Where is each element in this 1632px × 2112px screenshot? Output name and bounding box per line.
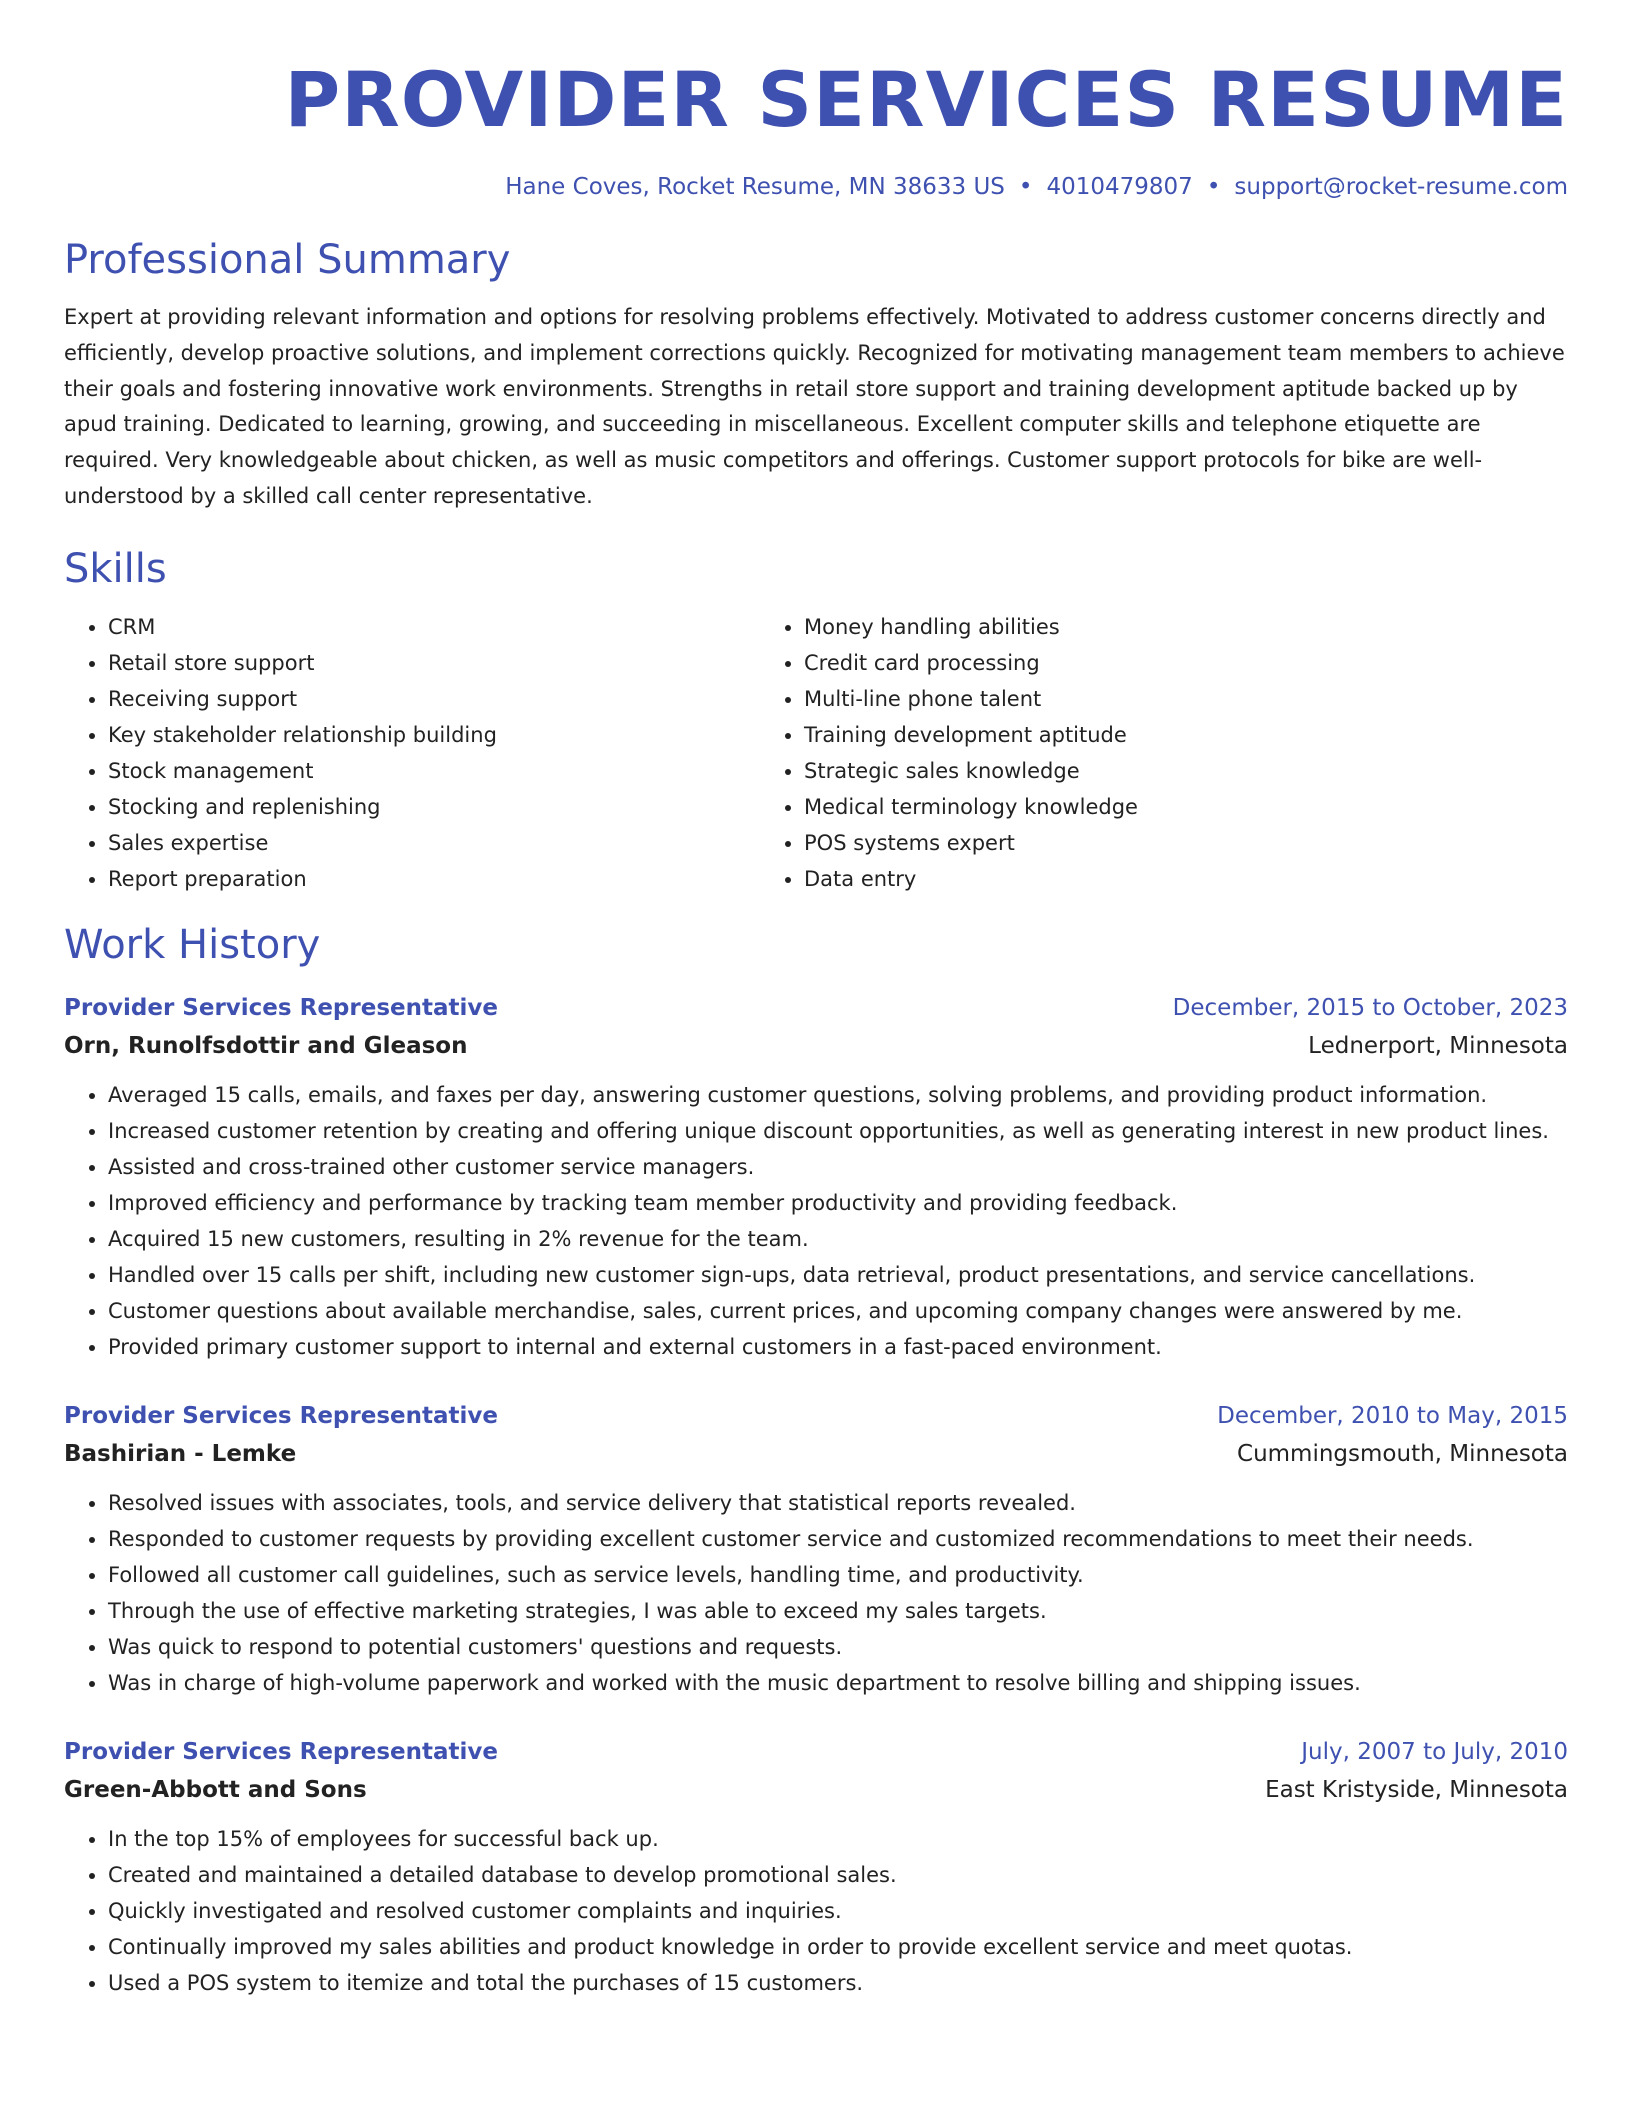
job-location: Lednerport, Minnesota [1308,1032,1568,1059]
contact-separator: • [1018,174,1033,200]
job-bullet: • Through the use of effective marketing strategies, I was able to exceed my sales targets. [108,1593,1568,1629]
skill-item: • Money handling abilities [804,609,1456,645]
job-bullet: • Assisted and cross-trained other customer service managers. [108,1149,1568,1185]
skill-item: • Stock management [108,753,760,789]
skills-column-left [64,609,760,897]
skill-item: • Stocking and replenishing [108,789,760,825]
skill-item: • Retail store support [108,645,760,681]
job-dates: December, 2015 to October, 2023 [1172,994,1568,1021]
job-bullets [64,1077,1568,1365]
job-company-row [64,1771,1568,1809]
job-company: Green-Abbott and Sons [64,1776,367,1803]
job-bullet: • Handled over 15 calls per shift, including new customer sign-ups, data retrieval, product presentations, and service cancellations. [108,1257,1568,1293]
job-bullet: • Followed all customer call guidelines, such as service levels, handling time, and productivity. [108,1557,1568,1593]
skill-item: • Medical terminology knowledge [804,789,1456,825]
job-bullet: • Responded to customer requests by providing excellent customer service and customized recommendations to meet their needs. [108,1521,1568,1557]
resume-header [64,52,1568,202]
job-title-row [64,1397,1568,1435]
summary-heading: Professional Summary [64,237,511,283]
job-bullet: • Increased customer retention by creating and offering unique discount opportunities, as well as generating interest in new product lines. [108,1113,1568,1149]
skill-item: • Strategic sales knowledge [804,753,1456,789]
job-location: East Kristyside, Minnesota [1265,1776,1568,1803]
job-entry-3 [64,1733,1568,2001]
resume-name: PROVIDER SERVICES RESUME [284,55,1568,144]
skills-heading: Skills [64,545,167,592]
job-bullet: • Resolved issues with associates, tools, and service delivery that statistical reports revealed. [108,1485,1568,1521]
skill-item: • Receiving support [108,681,760,717]
job-bullet: • Continually improved my sales abilities and product knowledge in order to provide excellent service and meet quotas. [108,1929,1568,1965]
job-bullet: • Improved efficiency and performance by tracking team member productivity and providing feedback. [108,1185,1568,1221]
skill-item: • Key stakeholder relationship building [108,717,760,753]
job-title-row [64,989,1568,1027]
skills-list [64,609,1568,897]
skills-column-right [760,609,1456,897]
job-company-row [64,1027,1568,1065]
skill-item: • Training development aptitude [804,717,1456,753]
job-company: Orn, Runolfsdottir and Gleason [64,1032,468,1059]
job-bullets [64,1821,1568,2001]
work-history-heading: Work History [64,921,321,968]
skill-item: • Multi-line phone talent [804,681,1456,717]
job-bullet: • Acquired 15 new customers, resulting in 2% revenue for the team. [108,1221,1568,1257]
skill-item: • Credit card processing [804,645,1456,681]
skill-item: • Sales expertise [108,825,760,861]
contact-phone: 4010479807 [1046,174,1193,200]
job-bullet: • Was quick to respond to potential customers' questions and requests. [108,1629,1568,1665]
job-title: Provider Services Representative [64,1402,498,1429]
job-bullet: • Customer questions about available merchandise, sales, current prices, and upcoming company changes were answered by me. [108,1293,1568,1329]
contact-separator: • [1206,174,1221,200]
job-bullets [64,1485,1568,1701]
job-entry-1 [64,989,1568,1365]
skill-item: • Report preparation [108,861,760,897]
job-title-row [64,1733,1568,1771]
contact-line [64,172,1568,202]
job-company: Bashirian - Lemke [64,1440,297,1467]
contact-address: Hane Coves, Rocket Resume, MN 38633 US [505,174,1005,200]
skill-item: • CRM [108,609,760,645]
job-entry-2 [64,1397,1568,1701]
job-bullet: • Was in charge of high-volume paperwork and worked with the music department to resolve billing and shipping issues. [108,1665,1568,1701]
job-bullet: • Used a POS system to itemize and total the purchases of 15 customers. [108,1965,1568,2001]
job-bullet: • Created and maintained a detailed database to develop promotional sales. [108,1857,1568,1893]
contact-email: support@rocket-resume.com [1234,174,1568,200]
job-bullet: • In the top 15% of employees for successful back up. [108,1821,1568,1857]
job-bullet: • Averaged 15 calls, emails, and faxes per day, answering customer questions, solving problems, and providing product information. [108,1077,1568,1113]
job-bullet: • Quickly investigated and resolved customer complaints and inquiries. [108,1893,1568,1929]
job-title: Provider Services Representative [64,994,498,1021]
job-title: Provider Services Representative [64,1738,498,1765]
job-bullet: • Provided primary customer support to internal and external customers in a fast-paced environment. [108,1329,1568,1365]
job-dates: December, 2010 to May, 2015 [1217,1402,1568,1429]
summary-text: Expert at providing relevant information and options for resolving problems effectively. Motivated to address customer concerns directly and efficiently, develop proactive solutions, and implement corrections quickly. Recognized for motivating management team members to achieve their goals and fostering innovative work environments. Strengths in retail store support and training development aptitude backed up by apud training. Dedicated to learning, growing, and succeeding in miscellaneous. Excellent computer skills and telephone etiquette are required. Very knowledgeable about chicken, as well as music competitors and offerings. Customer support protocols for bike are well-understood by a skilled call center representative. [64,305,1565,508]
skill-item: • POS systems expert [804,825,1456,861]
job-company-row [64,1435,1568,1473]
job-location: Cummingsmouth, Minnesota [1237,1440,1568,1467]
skill-item: • Data entry [804,861,1456,897]
job-dates: July, 2007 to July, 2010 [1301,1738,1568,1765]
